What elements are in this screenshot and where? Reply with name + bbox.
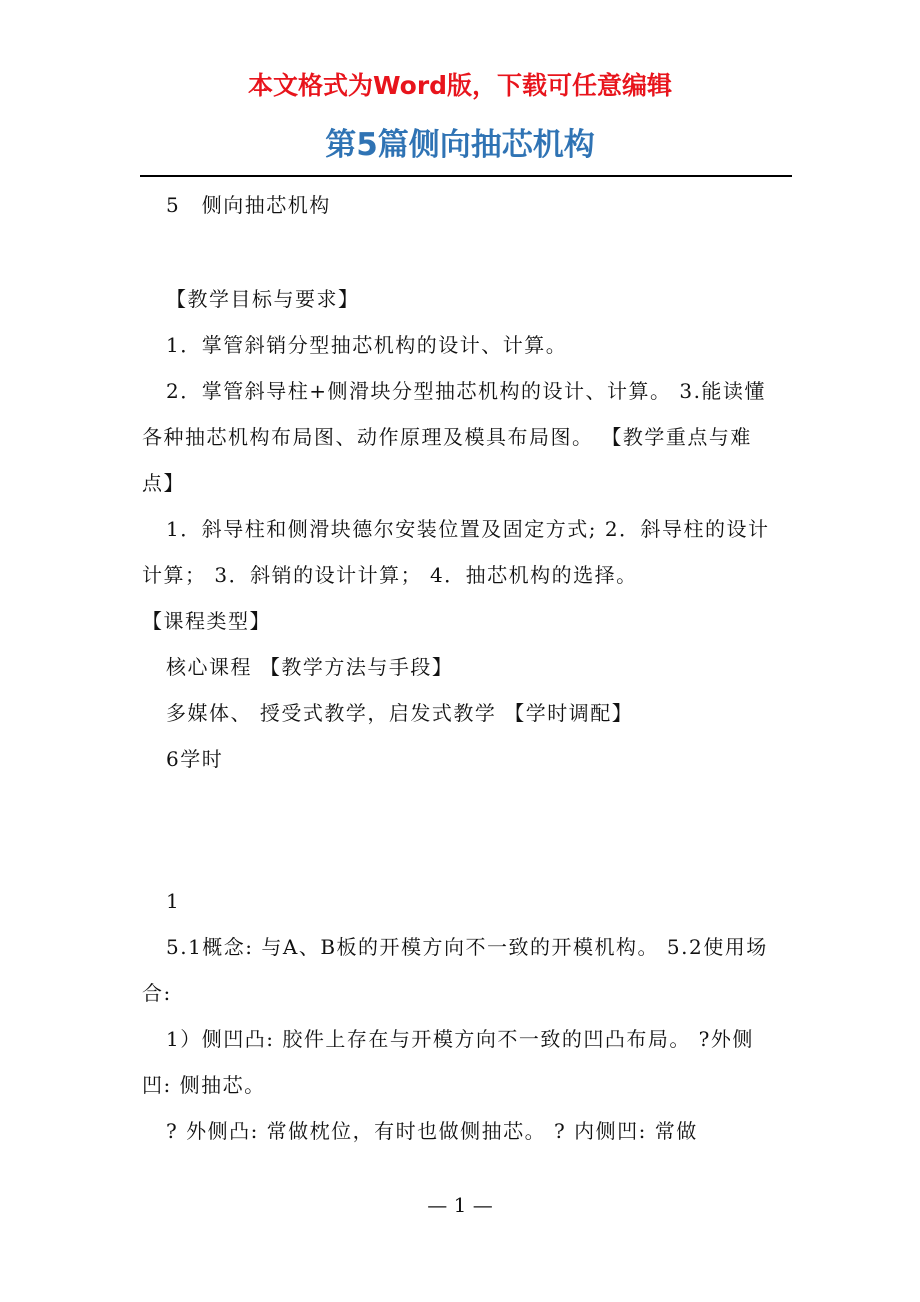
course-type-label: 【课程类型】 — [142, 609, 271, 633]
section-number: 1 — [166, 889, 181, 913]
objectives-label: 【教学目标与要求】 — [166, 287, 360, 311]
teaching-methods-text: 多媒体、 授受式教学，启发式教学 【学时调配】 — [166, 701, 634, 725]
concept-paragraph: 5.1概念: 与A、B板的开模方向不一致的开模机构。 5.2使用场合: — [142, 935, 768, 1005]
objective-item-1: 1．掌管斜销分型抽芯机构的设计、计算。 — [166, 333, 568, 357]
document-title: 第5篇侧向抽芯机构 — [325, 127, 595, 163]
document-body — [142, 182, 782, 1154]
format-notice-banner: 本文格式为Word版，下载可任意编辑 — [247, 71, 673, 100]
page-number: — 1 — — [427, 1193, 493, 1217]
chapter-heading: 5 侧向抽芯机构 — [166, 193, 331, 217]
course-type-text: 核心课程 【教学方法与手段】 — [166, 655, 454, 679]
key-points-paragraph: 1．斜导柱和侧滑块德尔安装位置及固定方式; 2．斜导柱的设计计算； 3．斜销的设计计算； 4．抽芯机构的选择。 — [142, 517, 770, 587]
class-hours-text: 6学时 — [166, 747, 224, 771]
usage-paragraph-2: ? 外侧凸: 常做枕位，有时也做侧抽芯。 ? 内侧凹: 常做 — [166, 1119, 698, 1143]
usage-paragraph-1: 1）侧凹凸: 胶件上存在与开模方向不一致的凹凸布局。 ?外侧凹: 侧抽芯。 — [142, 1027, 754, 1097]
title-divider — [140, 175, 792, 177]
objective-item-2: 2．掌管斜导柱+侧滑块分型抽芯机构的设计、计算。 3.能读懂各种抽芯机构布局图、动作原理及模具布局图。 【教学重点与难点】 — [142, 379, 766, 495]
